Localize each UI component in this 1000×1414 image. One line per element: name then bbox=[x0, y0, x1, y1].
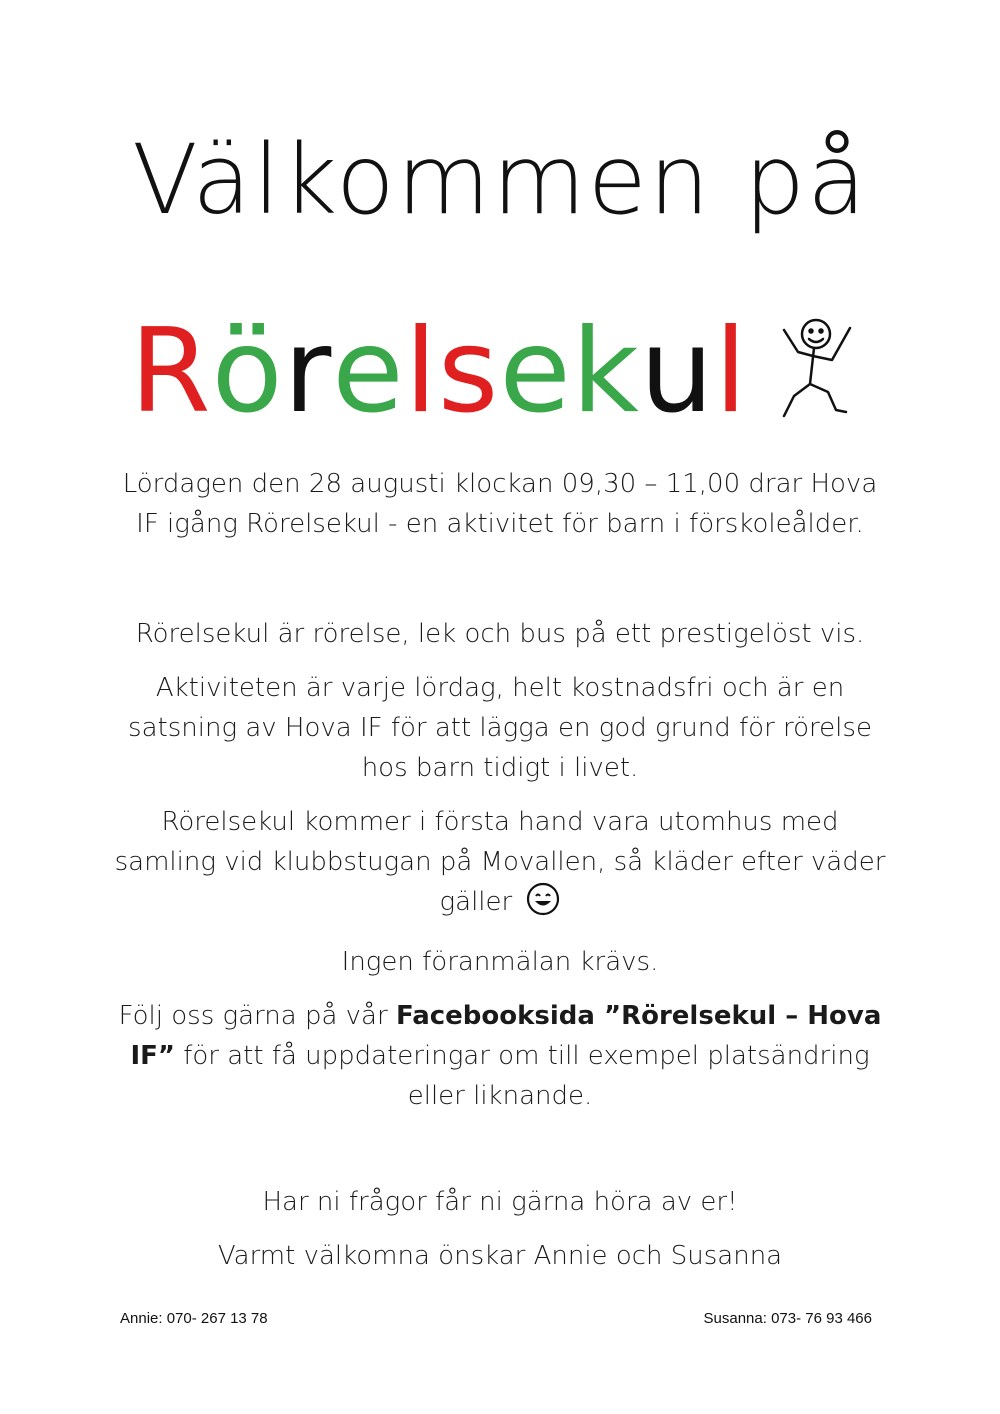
activity-paragraph: Aktiviteten är varje lördag, helt kostnadsfri och är en satsning av Hova IF för att lägga en god grund för rörelse hos barn tidigt i livet. bbox=[128, 673, 872, 783]
stick-figure-icon bbox=[762, 312, 872, 422]
location-text: Rörelsekul kommer i första hand vara utomhus med samling vid klubbstugan på Movallen, så kläder efter väder gäller bbox=[114, 807, 886, 917]
page-title: Välkommen på bbox=[132, 124, 868, 236]
logo-letter: l bbox=[404, 304, 438, 439]
logo-letter: ö bbox=[211, 304, 284, 439]
facebook-paragraph bbox=[110, 996, 890, 1116]
logo-letter: k bbox=[571, 304, 640, 439]
logo-letter: R bbox=[130, 304, 212, 439]
contact-susanna: Susanna: 073- 76 93 466 bbox=[703, 1310, 872, 1327]
logo-letter: e bbox=[332, 304, 405, 439]
logo-letter: u bbox=[639, 304, 715, 439]
location-paragraph bbox=[110, 802, 890, 922]
logo-letter: s bbox=[437, 304, 500, 439]
description-line: Rörelsekul är rörelse, lek och bus på ett prestigelöst vis. bbox=[135, 619, 865, 649]
smiley-icon bbox=[526, 882, 560, 916]
intro-paragraph: Lördagen den 28 augusti klockan 09,30 – 11,00 drar Hova IF igång Rörelsekul - en aktivitet för barn i förskoleålder. bbox=[122, 469, 878, 539]
logo-word bbox=[130, 300, 748, 439]
logo-letter: r bbox=[283, 304, 333, 439]
facebook-prefix: Följ oss gärna på vår bbox=[118, 1001, 396, 1031]
greeting-line: Varmt välkomna önskar Annie och Susanna bbox=[217, 1241, 783, 1271]
facebook-suffix: för att få uppdateringar om till exempel platsändring eller liknande. bbox=[174, 1041, 870, 1111]
logo-letter: l bbox=[714, 304, 748, 439]
logo-letter: e bbox=[499, 304, 572, 439]
registration-line: Ingen föranmälan krävs. bbox=[341, 947, 659, 977]
facebook-page-name: Facebooksida ”Rörelsekul – Hova IF” bbox=[130, 1001, 882, 1071]
rorelsekul-logo bbox=[130, 300, 880, 439]
contact-annie: Annie: 070- 267 13 78 bbox=[120, 1310, 268, 1327]
questions-line: Har ni frågor får ni gärna höra av er! bbox=[262, 1187, 738, 1217]
